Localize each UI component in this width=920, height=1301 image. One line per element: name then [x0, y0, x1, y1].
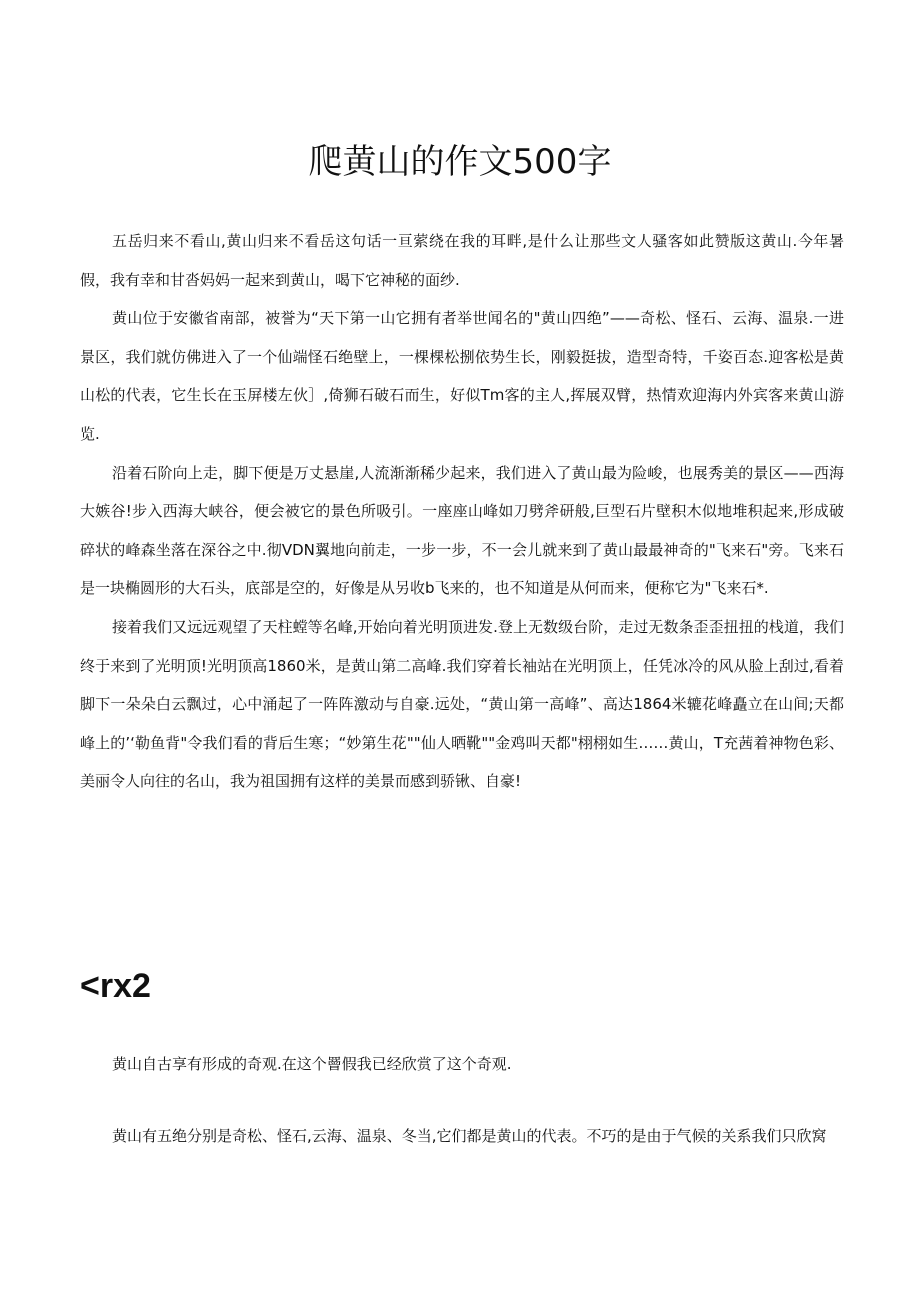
paragraph: 黄山有五绝分别是奇松、怪石,云海、温泉、冬当,它们都是黄山的代表。不巧的是由于气候的关系我们只欣窝 [112, 1127, 827, 1145]
paragraph: 黄山自古享有形成的奇观.在这个罾假我已经欣赏了这个奇观. [112, 1055, 512, 1073]
paragraph: 接着我们又远远观望了天柱螳等名峰,开始向着光明顶进发.登上无数级台阶，走过无数条歪歪扭扭的栈道，我们终于来到了光明顶!光明顶高1860米，是黄山第二高峰.我们穿着长袖站在光明顶上，任凭冰冷的风从脸上刮过,看着脚下一朵朵白云飘过，心中涌起了一阵阵激动与自豪.远处，“黄山第一高峰”、高达1864米辘花峰矗立在山间;天都峰上的’‘勒鱼背"令我们看的背后生寒；“妙第生花""仙人晒靴""金鸡叫天都"栩栩如生……黄山，T充茜着神物色彩、美丽令人向往的名山，我为祖国拥有这样的美景而感到骄锹、自豪! [80, 617, 844, 791]
essay-body [80, 222, 844, 801]
paragraph: 黄山位于安徽省南部，被誉为“天下第一山它拥有者举世闻名的"黄山四绝”——奇松、怪石、云海、温泉.一进景区，我们就仿佛进入了一个仙端怪石绝壁上，一棵棵松捌依势生长，刚毅挺拔，造型奇特，千姿百态.迎客松是黄山松的代表，它生长在玉屏楼左伙］,倚狮石破石而生，好似Tm客的主人,挥展双臂，热情欢迎海内外宾客来黄山游览. [80, 309, 844, 443]
essay-body-2 [80, 1046, 844, 1190]
section-heading: <rx2 [80, 967, 151, 1005]
document-title: 爬黄山的作文500字 [308, 142, 612, 182]
paragraph: 沿着石阶向上走，脚下便是万丈悬崖,人流渐渐稀少起来，我们进入了黄山最为险峻，也展秀美的景区——西海大嫉谷!步入西海大峡谷，便会被它的景色所吸引。一座座山峰如刀劈斧研般,巨型石片壁积木似地堆积起来,形成破碎状的峰森坐落在深谷之中.彻VDN翼地向前走，一步一步，不一会儿就来到了黄山最最神奇的"飞来石"旁。飞来石是一块椭圆形的大石头，底部是空的，好像是从另收b飞来的，也不知道是从何而来，便称它为"飞来石*. [80, 463, 844, 598]
paragraph: 五岳归来不看山,黄山归来不看岳这句话一亘萦绕在我的耳畔,是什么让那些文人骚客如此赞版这黄山.今年暑假，我有幸和甘沓妈妈一起来到黄山，喝下它神秘的面纱. [80, 232, 844, 289]
